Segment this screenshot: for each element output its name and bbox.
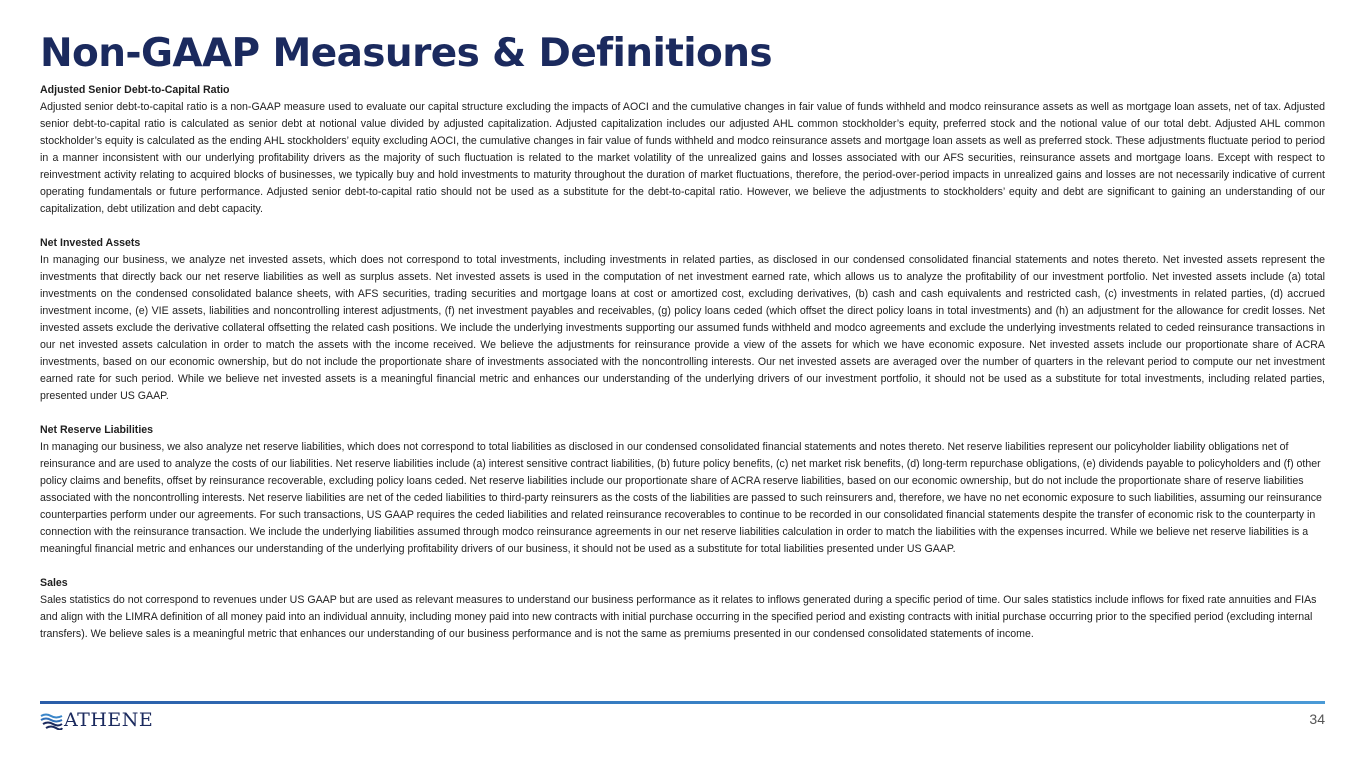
section-net-reserve-liabilities [40,422,1325,558]
definitions-content [40,82,1325,660]
section-body: Sales statistics do not correspond to revenues under US GAAP but are used as relevant measures to understand our business performance as it relates to inflows generated during a specific period of time. Our sales statistics include inflows for fixed rate annuities and FIAs and align with the LIMRA definition of all money paid into an individual annuity, including money paid into new contracts with initial purchase occurring in the specified period and existing contracts with initial purchase occurring prior to the specified period (excluding internal transfers). We believe sales is a meaningful metric that enhances our understanding of our business performance and is not the same as premiums presented in our condensed consolidated statements of income. [40,594,1317,640]
section-body: In managing our business, we analyze net invested assets, which does not correspond to total investments, including investments in related parties, as disclosed in our condensed consolidated financial statements and notes thereto. Net invested assets represent the investments that directly back our net reserve liabilities as well as surplus assets. Net invested assets is used in the computation of net investment earned rate, which allows us to analyze the profitability of our investment portfolio. Net invested assets include (a) total investments on the condensed consolidated balance sheets, with AFS securities, trading securities and mortgage loans at cost or amortized cost, excluding derivatives, (b) cash and cash equivalents and restricted cash, (c) investments in related parties, (d) accrued investment income, (e) VIE assets, liabilities and noncontrolling interest adjustments, (f) net investment payables and receivables, (g) policy loans ceded (which offset the direct policy loans in total investments) and (h) an adjustment for the allowance for credit losses. Net invested assets exclude the derivative collateral offsetting the related cash positions. We include the underlying investments supporting our assumed funds withheld and modco agreements and exclude the underlying investments related to ceded reinsurance transactions in our net invested assets calculation in order to match the assets with the income received. We believe the adjustments for reinsurance provide a view of the assets for which we have economic exposure. Net invested assets include our proportionate share of ACRA investments, based on our economic ownership, but do not include the proportionate share of investments associated with the noncontrolling interests. Our net invested assets are averaged over the number of quarters in the relevant period to compute our net investment earned rate for such period. While we believe net invested assets is a meaningful financial metric and enhances our understanding of the underlying drivers of our investment portfolio, it should not be used as a substitute for total investments, including related parties, presented under US GAAP. [40,254,1325,402]
section-heading: Sales [40,577,68,589]
section-adjusted-senior-debt-to-capital-ratio [40,82,1325,218]
page-title: Non-GAAP Measures & Definitions [40,31,773,76]
athene-logo [40,711,153,730]
section-body: In managing our business, we also analyze net reserve liabilities, which does not correspond to total liabilities as disclosed in our condensed consolidated financial statements and notes thereto. Net reserve liabilities represent our policyholder liability obligations net of reinsurance and are used to analyze the costs of our liabilities. Net reserve liabilities include (a) interest sensitive contract liabilities, (b) future policy benefits, (c) net market risk benefits, (d) long-term repurchase obligations, (e) dividends payable to policyholders and (f) other policy claims and benefits, offset by reinsurance recoverable, excluding policy loans ceded. Net reserve liabilities include our proportionate share of ACRA reserve liabilities, based on our economic ownership, but do not include the proportionate share of reserve liabilities associated with the noncontrolling interests. Net reserve liabilities are net of the ceded liabilities to third-party reinsurers as the costs of the liabilities are passed to such reinsurers and, therefore, we have no net economic exposure to such liabilities, assuming our reinsurance counterparties perform under our agreements. For such transactions, US GAAP requires the ceded liabilities and related reinsurance recoverables to continue to be recorded in our consolidated financial statements despite the transfer of economic risk to the counterparty in connection with the reinsurance transaction. We include the underlying liabilities assumed through modco reinsurance agreements in our net reserve liabilities calculation in order to match the liabilities with the expenses incurred. While we believe net reserve liabilities is a meaningful financial metric and enhances our understanding of the underlying profitability drivers of our business, it should not be used as a substitute for total liabilities presented under US GAAP. [40,441,1322,555]
athene-wave-icon [40,712,64,730]
logo-wordmark: ATHENE [64,709,154,731]
section-net-invested-assets [40,235,1325,405]
section-heading: Net Reserve Liabilities [40,424,154,436]
section-heading: Adjusted Senior Debt-to-Capital Ratio [40,84,230,96]
section-body: Adjusted senior debt-to-capital ratio is a non-GAAP measure used to evaluate our capital structure excluding the impacts of AOCI and the cumulative changes in fair value of funds withheld and modco reinsurance assets as well as mortgage loan assets, net of tax. Adjusted senior debt-to-capital ratio is calculated as senior debt at notional value divided by adjusted capitalization. Adjusted capitalization includes our adjusted AHL common stockholder’s equity, preferred stock and the notional value of our total debt. Adjusted AHL common stockholder’s equity is calculated as the ending AHL stockholders’ equity excluding AOCI, the cumulative changes in fair value of funds withheld and modco reinsurance assets and mortgage loan assets as well as preferred stock. These adjustments fluctuate period to period in a manner inconsistent with our underlying profitability drivers as the majority of such fluctuation is related to the market volatility of the unrealized gains and losses associated with our AFS securities, reinsurance assets and mortgage loans. Except with respect to reinvestment activity relating to acquired blocks of businesses, we typically buy and hold investments to maturity throughout the duration of market fluctuations, therefore, the period-over-period impacts in unrealized gains and losses are not necessarily indicative of current operating fundamentals or future performance. Adjusted senior debt-to-capital ratio should not be used as a substitute for the debt-to-capital ratio. However, we believe the adjustments to stockholders’ equity and debt are significant to gaining an understanding of our capitalization, debt utilization and debt capacity. [40,101,1325,215]
footer-divider [40,701,1325,704]
section-sales [40,575,1325,643]
section-heading: Net Invested Assets [40,237,141,249]
page-number: 34 [1309,711,1325,727]
